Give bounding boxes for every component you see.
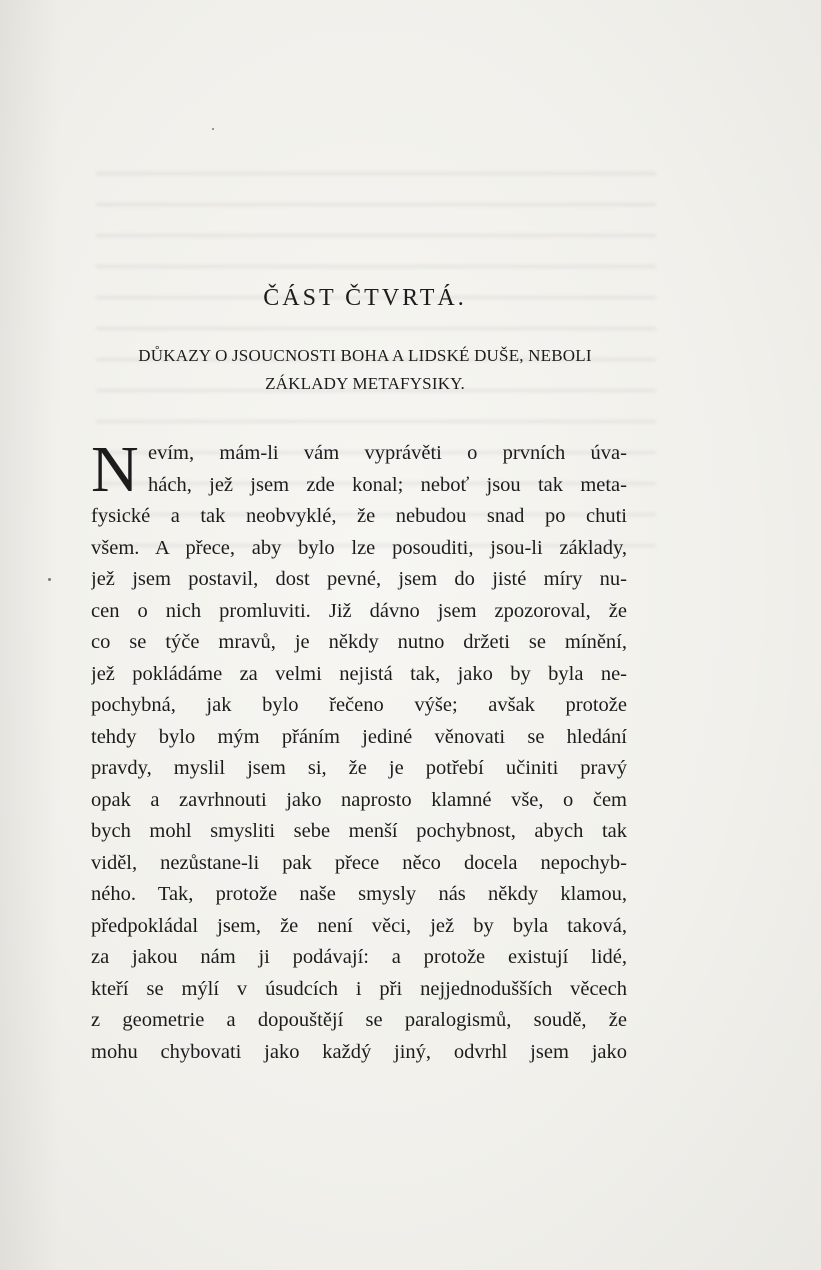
text-line: co se týče mravů, je někdy nutno držeti se mínění, <box>91 631 627 653</box>
text-line: cen o nich promluviti. Již dávno jsem zpozoroval, že <box>91 599 627 622</box>
text-line: tehdy bylo mým přáním jediné věnovati se hledání <box>91 725 627 748</box>
paper-speck <box>212 128 214 130</box>
text-line: opak a zavrhnouti jako naprosto klamné vše, o čem <box>91 788 627 811</box>
text-line: ného. Tak, protože naše smysly nás někdy klamou, <box>91 883 627 905</box>
subtitle-line-2: ZÁKLADY METAFYSIKY. <box>265 374 465 393</box>
text-line: fysické a tak neobvyklé, že nebudou snad po chuti <box>91 505 627 527</box>
text-line: bych mohl smysliti sebe menší pochybnost, abych tak <box>91 820 627 842</box>
chapter-title: ČÁST ČTVRTÁ. <box>263 285 467 311</box>
text-line: mohu chybovati jako každý jiný, odvrhl jsem jako <box>91 1040 627 1063</box>
chapter-subtitle <box>90 342 640 398</box>
paper-speck <box>48 578 51 581</box>
text-line: jež jsem postavil, dost pevné, jsem do jisté míry nu- <box>91 568 627 590</box>
text-line: kteří se mýlí v úsudcích i při nejjednodušších věcech <box>91 977 627 1000</box>
text-line: předpokládal jsem, že není věci, jež by byla taková, <box>91 914 627 937</box>
text-line: pravdy, myslil jsem si, že je potřebí učiniti pravý <box>91 757 627 779</box>
drop-cap: N <box>91 433 139 506</box>
text-line: hách, jež jsem zde konal; neboť jsou tak meta- <box>148 473 627 496</box>
subtitle-line-1: DŮKAZY O JSOUCNOSTI BOHA A LIDSKÉ DUŠE, NEBOLI <box>138 346 592 365</box>
page-gutter-shadow <box>0 0 60 1270</box>
text-line: z geometrie a dopouštějí se paralogismů, soudě, že <box>91 1009 627 1031</box>
text-line: viděl, nezůstane-li pak přece něco docela nepochyb- <box>91 851 627 874</box>
text-line: za jakou nám ji podávají: a protože existují lidé, <box>91 946 627 968</box>
text-line: pochybná, jak bylo řečeno výše; avšak protože <box>91 694 627 716</box>
text-line: všem. A přece, aby bylo lze posouditi, jsou-li základy, <box>91 536 627 559</box>
text-line: jež pokládáme za velmi nejistá tak, jako by byla ne- <box>91 662 627 685</box>
body-text <box>91 433 627 1068</box>
text-line: evím, mám-li vám vyprávěti o prvních úva- <box>148 442 627 464</box>
